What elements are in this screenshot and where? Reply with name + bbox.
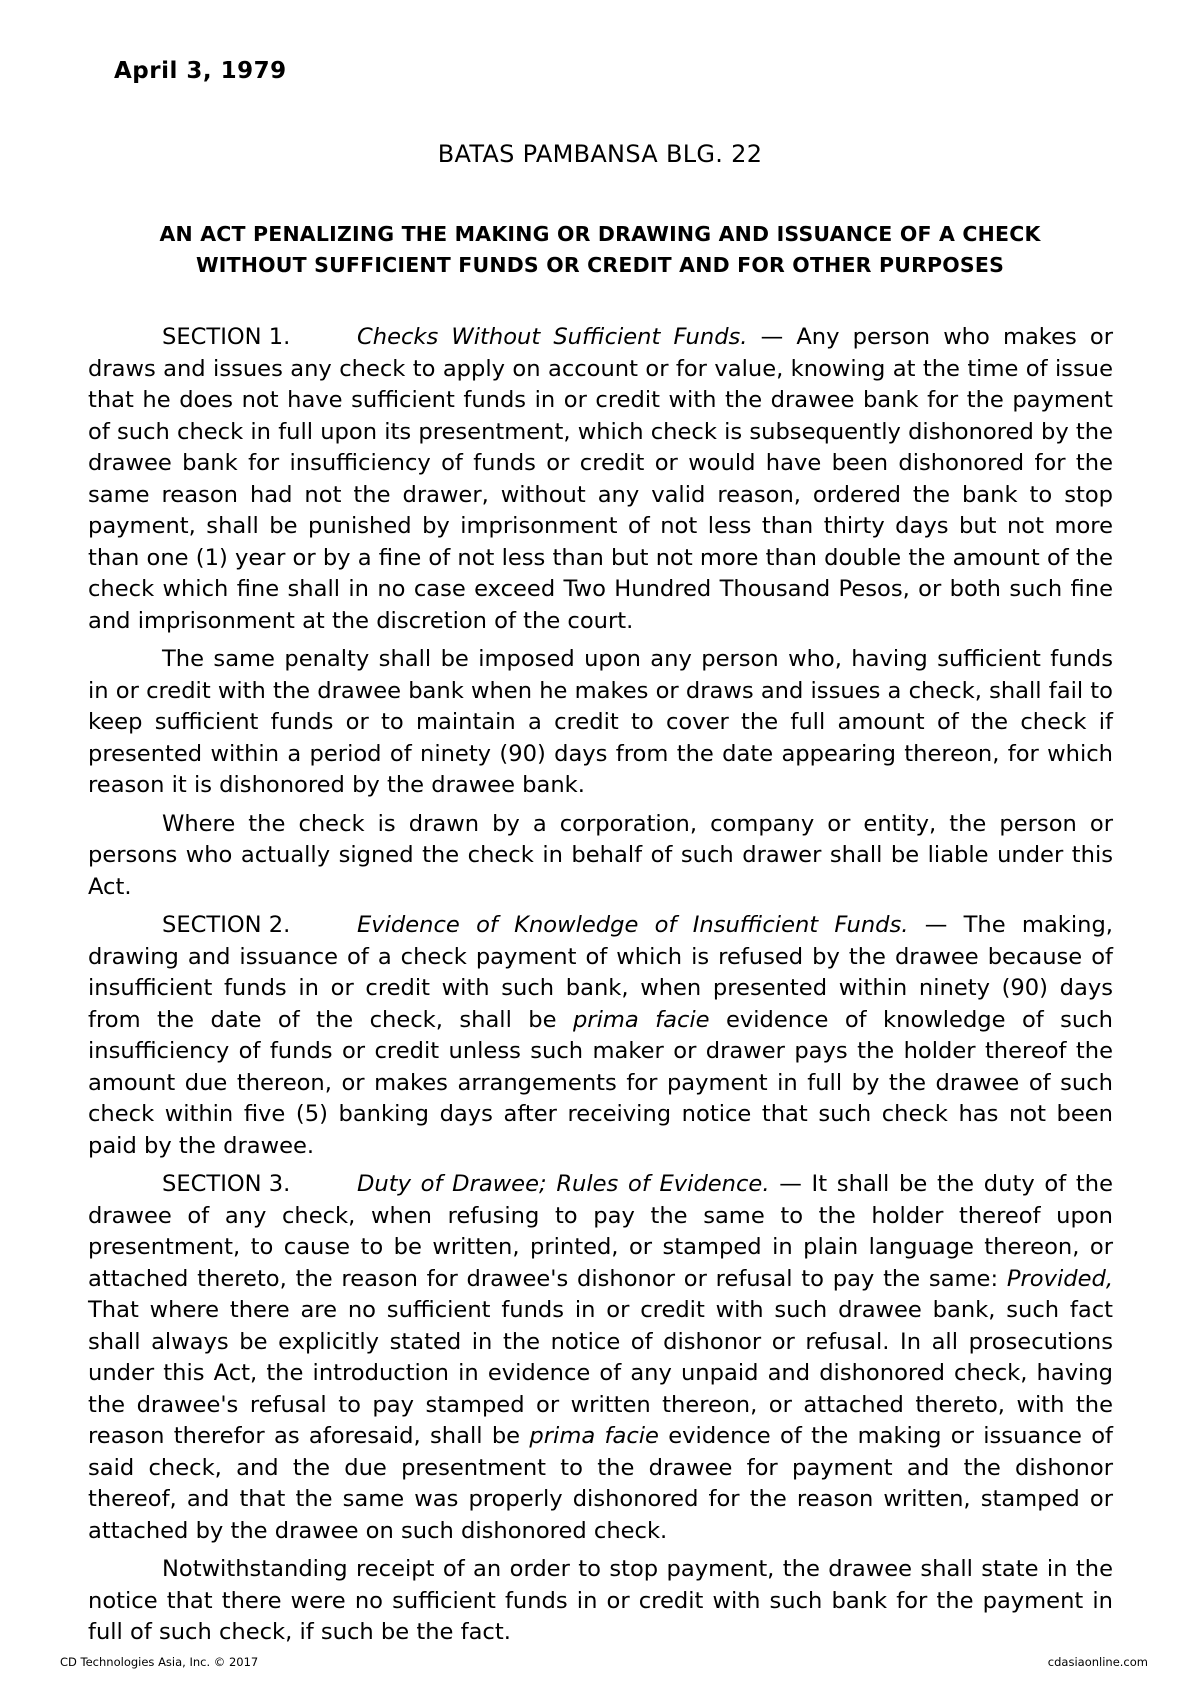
section-2-heading: Evidence of Knowledge of Insufficient Funds. — [357, 912, 909, 938]
section-2-italic-term: prima facie — [572, 1006, 710, 1033]
section-1-paragraph — [88, 322, 1113, 637]
act-number-heading: BATAS PAMBANSA BLG. 22 — [437, 140, 763, 168]
section-1-heading: Checks Without Sufficient Funds. — [357, 324, 748, 350]
section-3-paragraph-2: Notwithstanding receipt of an order to stop payment, the drawee shall state in the notice that there were no sufficient funds in or credit with such bank for the payment in full of such check, if such be the fact. — [88, 1556, 1113, 1645]
section-1-paragraph-2: The same penalty shall be imposed upon any person who, having sufficient funds in or credit with the drawee bank when he makes or draws and issues a check, shall fail to keep sufficient funds or to maintain a credit to cover the full amount of the check if presented within a period of ninety (90) days from the date appearing thereon, for which reason it is dishonored by the drawee bank. — [88, 646, 1113, 798]
section-3-label: SECTION 3. — [162, 1171, 291, 1197]
section-3-heading: Duty of Drawee; Rules of Evidence. — [357, 1171, 770, 1197]
section-2-paragraph — [88, 910, 1113, 1162]
section-3-text-a: — It shall be the duty of the drawee of any check, when refusing to pay the same to the holder thereof upon presentment, to cause to be written, printed, or stamped in plain language thereon, or attached thereto, the reason for drawee's dishonor or refusal to pay the same: — [88, 1171, 1113, 1292]
section-3-text-c: evidence of the making or issuance of said check, and the due presentment to the drawee for payment and the dishonor thereof, and that the same was properly dishonored for the reason written, stamped or attached by the drawee on such dishonored check. — [88, 1423, 1114, 1544]
section-1-label: SECTION 1. — [162, 324, 291, 350]
section-3-text-b: That where there are no sufficient funds in or credit with such drawee bank, such fact shall always be explicitly stated in the notice of dishonor or refusal. In all prosecutions under this Act, the introduction in evidence of any unpaid and dishonored check, having the drawee's refusal to pay stamped or written thereon, or attached thereto, with the reason therefor as aforesaid, shall be — [88, 1297, 1113, 1449]
section-1-text: — Any person who makes or draws and issues any check to apply on account or for value, knowing at the time of issue that he does not have sufficient funds in or credit with the drawee bank for the payment of such check in full upon its presentment, which check is subsequently dishonored by the drawee bank for insufficiency of funds or credit or would have been dishonored for the same reason had not the drawer, without any valid reason, ordered the bank to stop payment, shall be punished by imprisonment of not less than thirty days but not more than one (1) year or by a fine of not less than but not more than double the amount of the check which fine shall in no case exceed Two Hundred Thousand Pesos, or both such fine and imprisonment at the discretion of the court. — [88, 324, 1113, 634]
act-title: AN ACT PENALIZING THE MAKING OR DRAWING AND ISSUANCE OF A CHECK WITHOUT SUFFICIENT FUNDS OR CREDIT AND FOR OTHER PURPOSES — [159, 222, 1041, 277]
section-3-italic-term: prima facie — [529, 1423, 659, 1449]
footer-website: cdasiaonline.com — [1047, 1655, 1148, 1669]
section-2-text-b: evidence of knowledge of such insufficiency of funds or credit unless such maker or drawer pays the holder thereof the amount due thereon, or makes arrangements for payment in full by the drawee of such check within five (5) banking days after receiving notice that such check has not been paid by the drawee. — [88, 1006, 1113, 1159]
section-2-label: SECTION 2. — [162, 912, 291, 938]
section-3-paragraph — [88, 1169, 1113, 1547]
document-body — [88, 322, 1113, 1656]
section-3-italic-provided: Provided, — [1006, 1265, 1113, 1292]
document-date: April 3, 1979 — [114, 58, 287, 84]
footer-copyright: CD Technologies Asia, Inc. © 2017 — [60, 1655, 259, 1669]
section-1-paragraph-3: Where the check is drawn by a corporation, company or entity, the person or persons who actually signed the check in behalf of such drawer shall be liable under this Act. — [88, 810, 1113, 900]
section-2-text-a: — The making, drawing and issuance of a check payment of which is refused by the drawee because of insufficient funds in or credit with such bank, when presented within ninety (90) days from the date of the check, shall be — [88, 912, 1113, 1033]
